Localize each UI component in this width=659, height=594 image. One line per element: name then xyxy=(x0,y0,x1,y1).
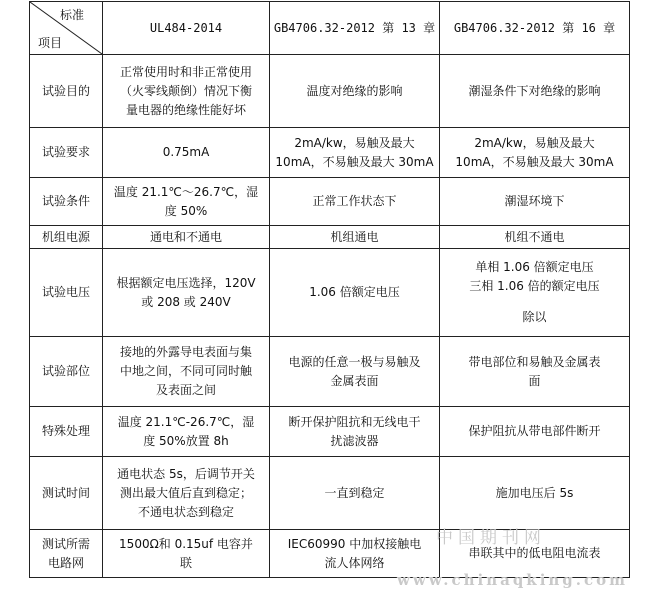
row-label: 测试时间 xyxy=(30,457,103,530)
cell-ul484 xyxy=(103,226,270,249)
cell-line: 单相 1.06 倍额定电压 xyxy=(475,260,594,274)
cell-line: 不通电状态到稳定 xyxy=(137,504,234,519)
cell-gb-ch13 xyxy=(270,226,440,249)
row-label: 特殊处理 xyxy=(30,407,103,457)
cell-ul484 xyxy=(103,530,270,578)
table-row-purpose xyxy=(30,55,630,128)
cell-line: 量电器的绝缘性能好坏 xyxy=(125,102,246,117)
cell-line: 联 xyxy=(179,555,192,570)
header-ul484: UL484-2014 xyxy=(103,2,270,55)
cell-ul484 xyxy=(103,249,270,337)
cell-gb-ch16 xyxy=(440,249,630,337)
row-label: 试验电压 xyxy=(30,249,103,337)
cell-gb-ch16 xyxy=(440,337,630,407)
cell-line: 断开保护阻抗和无线电干 xyxy=(288,414,421,429)
cell-line: 扰滤波器 xyxy=(330,433,379,448)
cell-ul484 xyxy=(103,55,270,128)
header-gb-ch16: GB4706.32-2012 第 16 章 xyxy=(440,2,630,55)
cell-line: 电源的任意一极与易触及 xyxy=(288,354,421,369)
row-label: 试验条件 xyxy=(30,178,103,226)
header-row xyxy=(30,2,630,55)
cell-line: 串联其中的低电阻电流表 xyxy=(468,546,601,560)
cell-line: 2mA/kw，易触及最大 xyxy=(294,135,415,150)
cell-gb-ch16 xyxy=(440,55,630,128)
corner-label-item: 项目 xyxy=(38,36,63,50)
cell-ul484 xyxy=(103,337,270,407)
header-gb-ch13: GB4706.32-2012 第 13 章 xyxy=(270,2,440,55)
table-row-power xyxy=(30,226,630,249)
cell-gb-ch13 xyxy=(270,178,440,226)
cell-gb-ch16 xyxy=(440,178,630,226)
cell-line: 测出最大值后直到稳定； xyxy=(119,485,252,500)
cell-line: 带电部位和易触及金属表 xyxy=(468,354,601,369)
row-label-line: 测试所需 xyxy=(41,536,90,551)
cell-line: 或 208 或 240V xyxy=(141,294,231,309)
cell-ul484 xyxy=(103,457,270,530)
cell-line: 流人体网络 xyxy=(324,555,385,570)
cell-gb-ch16 xyxy=(440,457,630,530)
cell-line: 度 50%放置 8h xyxy=(143,433,229,448)
table-row-location xyxy=(30,337,630,407)
row-label: 试验要求 xyxy=(30,128,103,178)
cell-line: 通电状态 5s，后调节开关 xyxy=(117,466,255,481)
cell-line: 施加电压后 5s xyxy=(495,485,574,500)
cell-line: 1500Ω和 0.15uf 电容并 xyxy=(119,536,253,551)
cell-gb-ch13 xyxy=(270,128,440,178)
comparison-table xyxy=(29,1,630,578)
cell-gb-ch13 xyxy=(270,337,440,407)
row-label: 试验部位 xyxy=(30,337,103,407)
cell-line: 潮湿条件下对绝缘的影响 xyxy=(468,83,601,98)
cell-line: 10mA，不易触及最大 30mA xyxy=(275,154,434,169)
table-row-requirement xyxy=(30,128,630,178)
cell-line: 温度对绝缘的影响 xyxy=(306,83,403,98)
cell-line: 一直到稳定 xyxy=(324,485,385,500)
cell-line: 正常使用时和非正常使用 xyxy=(119,64,252,79)
cell-line: 1.06 倍额定电压 xyxy=(309,285,400,299)
table-row-voltage xyxy=(30,249,630,337)
row-label xyxy=(30,530,103,578)
cell-ul484 xyxy=(103,128,270,178)
cell-line: 0.75mA xyxy=(162,145,210,159)
cell-line: 温度 21.1℃-26.7℃，湿 xyxy=(117,414,255,429)
cell-line: 根据额定电压选择，120V xyxy=(116,275,256,290)
cell-line: 温度 21.1℃～26.7℃，湿 xyxy=(113,184,259,199)
cell-gb-ch16 xyxy=(440,128,630,178)
cell-line: 除以 xyxy=(522,310,547,324)
watermark-url: www.chinaqking.com xyxy=(397,571,629,589)
row-label: 机组电源 xyxy=(30,226,103,249)
cell-line: 三相 1.06 倍的额定电压 xyxy=(469,279,600,293)
cell-line: （火零线颠倒）情况下衡 xyxy=(119,83,252,98)
cell-gb-ch13 xyxy=(270,55,440,128)
cell-line: 保护阻抗从带电部件断开 xyxy=(468,424,601,438)
cell-line: 及表面之间 xyxy=(155,383,216,397)
watermark-site-name: 中国期刊网 xyxy=(436,528,546,548)
cell-line: 机组不通电 xyxy=(504,229,565,244)
table-row-treatment xyxy=(30,407,630,457)
cell-gb-ch13 xyxy=(270,407,440,457)
cell-gb-ch13 xyxy=(270,457,440,530)
cell-line: 通电和不通电 xyxy=(149,229,222,244)
table-row-duration xyxy=(30,457,630,530)
cell-gap xyxy=(443,296,626,308)
cell-ul484 xyxy=(103,178,270,226)
table-row-conditions xyxy=(30,178,630,226)
cell-line: 度 50% xyxy=(164,203,208,218)
cell-line: 潮湿环境下 xyxy=(504,194,565,208)
corner-label-standard: 标准 xyxy=(59,8,84,22)
cell-line: 正常工作状态下 xyxy=(312,194,397,208)
cell-line: IEC60990 中加权接触电 xyxy=(287,536,422,551)
cell-line: 2mA/kw，易触及最大 xyxy=(474,135,595,150)
row-label-line: 电路网 xyxy=(47,555,84,570)
cell-line: 面 xyxy=(528,373,541,388)
cell-gb-ch16 xyxy=(440,226,630,249)
cell-line: 10mA，不易触及最大 30mA xyxy=(455,154,614,169)
cell-ul484 xyxy=(103,407,270,457)
cell-line: 机组通电 xyxy=(330,229,379,244)
corner-header-cell xyxy=(30,2,103,55)
cell-gb-ch16 xyxy=(440,407,630,457)
row-label: 试验目的 xyxy=(30,55,103,128)
cell-line: 中地之间，不同可同时触 xyxy=(119,364,252,378)
cell-gb-ch13 xyxy=(270,249,440,337)
cell-line: 接地的外露导电表面与集 xyxy=(119,345,252,359)
cell-line: 金属表面 xyxy=(330,373,379,388)
